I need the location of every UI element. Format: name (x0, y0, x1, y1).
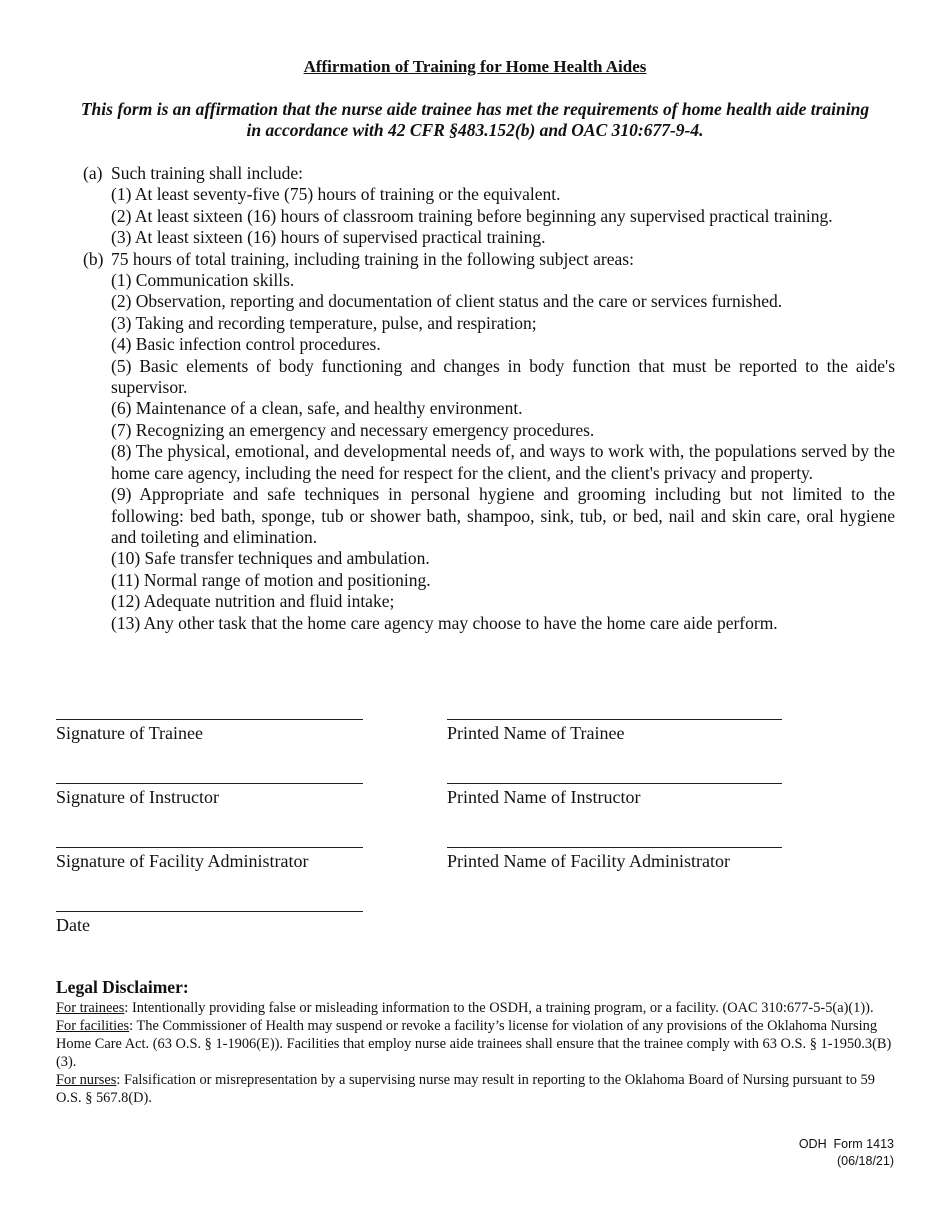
section-b (83, 249, 895, 634)
trainee-signature-label: Signature of Trainee (56, 723, 203, 743)
admin-name-field[interactable] (447, 847, 782, 872)
signature-line (447, 783, 782, 784)
form-date: (06/18/21) (837, 1154, 894, 1168)
signature-line (56, 911, 363, 912)
trainees-text: : Intentionally providing false or misleading information to the OSDH, a training program, or a facility. (OAC 310:677-5-5(a)(1)). (124, 1000, 874, 1016)
list-item: (7) Recognizing an emergency and necessary emergency procedures. (111, 419, 595, 440)
legal-heading: Legal Disclaimer: (56, 977, 189, 997)
signature-line (56, 783, 363, 784)
list-item: (10) Safe transfer techniques and ambulation. (111, 548, 430, 569)
list-item: (3) At least sixteen (16) hours of supervised practical training. (111, 227, 546, 248)
instructor-name-label: Printed Name of Instructor (447, 787, 641, 807)
trainees-disclaimer (56, 999, 894, 1017)
list-item: (4) Basic infection control procedures. (111, 334, 381, 355)
requirements-list (83, 163, 895, 634)
list-item: (8) The physical, emotional, and developmental needs of, and ways to work with, the populations served by the home care agency, including the need for respect for the client, and the client's privacy and property. (111, 441, 895, 483)
list-item: (9) Appropriate and safe techniques in personal hygiene and grooming including but not limited to the following: bed bath, sponge, tub or shower bath, shampoo, sink, tub, or bed, nail and skin care, oral hygiene and toileting and elimination. (111, 484, 895, 547)
trainee-signature-field[interactable] (56, 719, 363, 744)
list-item: (3) Taking and recording temperature, pulse, and respiration; (111, 312, 537, 333)
nurses-text: : Falsification or misrepresentation by a supervising nurse may result in reporting to the Oklahoma Board of Nursing pursuant to 59 O.S. § 567.8(D). (56, 1072, 875, 1106)
trainee-name-label: Printed Name of Trainee (447, 723, 625, 743)
form-id: ODH Form 1413 (798, 1137, 894, 1151)
nurses-disclaimer (56, 1071, 894, 1107)
list-item: (13) Any other task that the home care agency may choose to have the home care aide perform. (111, 612, 778, 633)
admin-signature-label: Signature of Facility Administrator (56, 851, 309, 871)
trainees-label: For trainees (56, 1000, 125, 1016)
facilities-disclaimer (56, 1017, 894, 1071)
list-item: (2) Observation, reporting and documentation of client status and the care or services furnished. (111, 291, 783, 312)
admin-signature-field[interactable] (56, 847, 363, 872)
date-label: Date (56, 915, 90, 935)
instructor-signature-field[interactable] (56, 783, 363, 808)
list-item: (5) Basic elements of body functioning and changes in body function that must be reported to the aide's supervisor. (111, 355, 895, 398)
signature-line (447, 847, 782, 848)
instructor-signature-label: Signature of Instructor (56, 787, 219, 807)
trainee-name-field[interactable] (447, 719, 782, 744)
facilities-text: : The Commissioner of Health may suspend or revoke a facility’s license for violation of any provisions of the Oklahoma Nursing Home Care Act. (63 O.S. § 1-1906(E)). Facilities that employ nurse aide trainees shall ensure that the trainee comply with 63 O.S. § 1-1950.3(B)(3). (56, 1018, 892, 1070)
section-a (83, 163, 895, 249)
list-item: (2) At least sixteen (16) hours of classroom training before beginning any supervised practical training. (111, 205, 833, 226)
signature-line (447, 719, 782, 720)
list-item: (1) At least seventy-five (75) hours of training or the equivalent. (111, 184, 561, 205)
form-footer (799, 1136, 894, 1170)
section-heading: Such training shall include: (111, 163, 303, 183)
facilities-label: For facilities (56, 1018, 130, 1034)
signature-line (56, 847, 363, 848)
list-item: (1) Communication skills. (111, 270, 295, 291)
list-item: (12) Adequate nutrition and fluid intake; (111, 591, 395, 612)
form-subtitle: This form is an affirmation that the nurse aide trainee has met the requirements of home health aide training in accordance with 42 CFR §483.152(b) and OAC 310:677-9-4. (80, 99, 870, 140)
legal-disclaimer (56, 977, 894, 1107)
section-label: (b) (83, 248, 104, 269)
list-item: (6) Maintenance of a clean, safe, and healthy environment. (111, 398, 523, 419)
date-field[interactable] (56, 911, 363, 936)
section-label: (a) (83, 163, 103, 183)
list-item: (11) Normal range of motion and positioning. (111, 569, 431, 590)
nurses-label: For nurses (56, 1072, 117, 1088)
instructor-name-field[interactable] (447, 783, 782, 808)
form-title: Affirmation of Training for Home Health Aides (303, 57, 647, 76)
section-heading: 75 hours of total training, including training in the following subject areas: (111, 248, 634, 269)
signature-line (56, 719, 363, 720)
admin-name-label: Printed Name of Facility Administrator (447, 851, 730, 871)
